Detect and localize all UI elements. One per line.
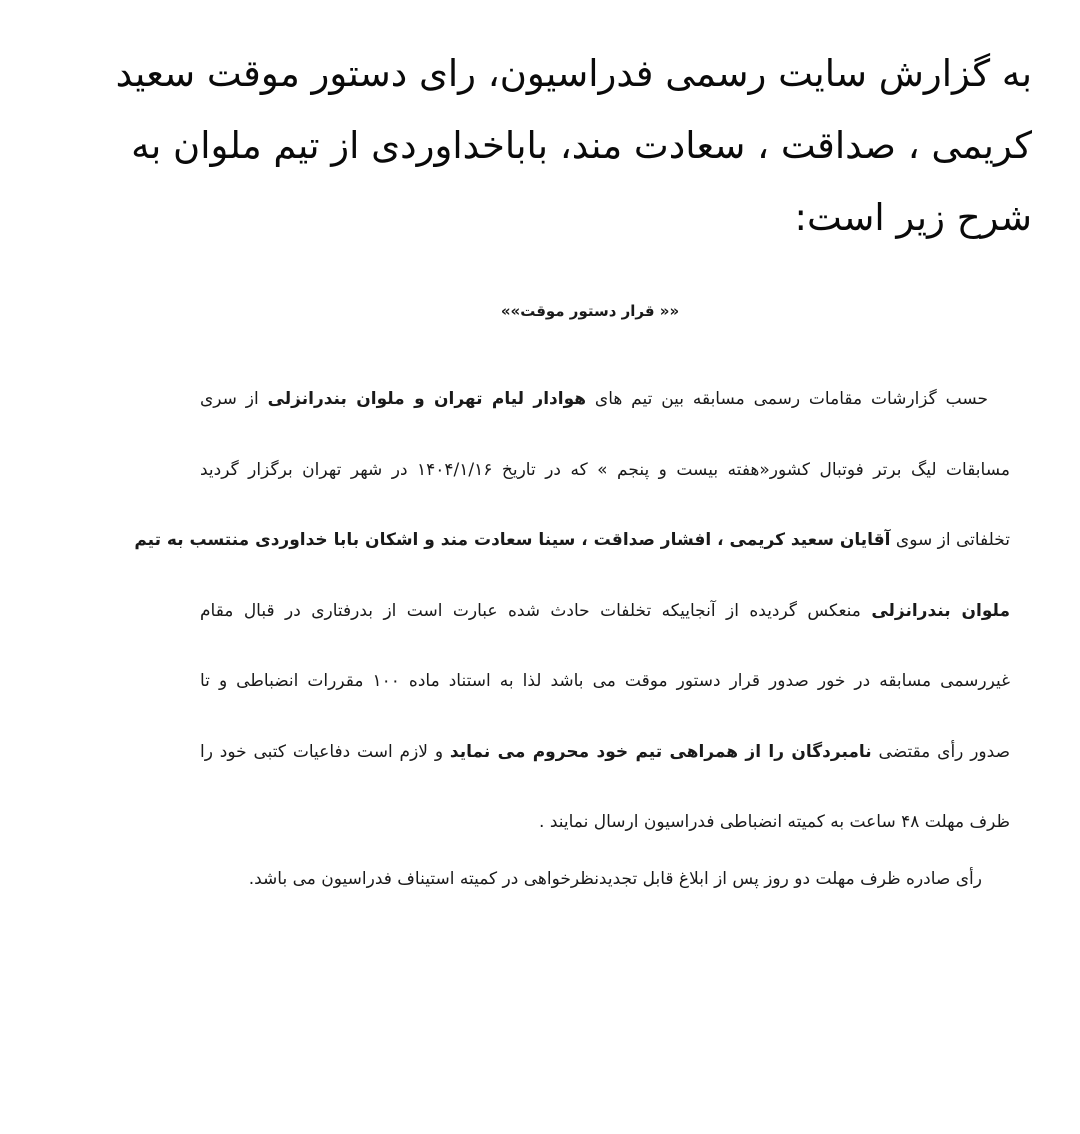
body-line [134, 505, 1010, 576]
document-title: «« قرار دستور موقت»» [500, 302, 680, 320]
news-caption: به گزارش سایت رسمی فدراسیون، رای دستور موقت سعید کریمی ، صداقت ، سعادت مند، باباخداوردی از تیم ملوان به شرح زیر است: [115, 52, 1032, 239]
body-line [200, 435, 1010, 506]
body-text: از سری [200, 389, 268, 409]
body-line [200, 646, 1010, 717]
body-text-bold: نامبردگان را از همراهی تیم خود محروم می نماید [449, 741, 872, 762]
body-text: مسابقات لیگ برتر فوتبال کشور«هفته بیست و پنجم » که در تاریخ ۱۴۰۴/۱/۱۶ در شهر تهران برگزار گردید [200, 459, 1010, 480]
body-line [200, 576, 1010, 647]
body-text-bold: ملوان بندرانزلی [871, 600, 1010, 621]
document-body [134, 364, 1010, 858]
body-text: صدور رأی مقتضی [871, 741, 1010, 762]
body-line [200, 787, 1010, 858]
body-line [200, 717, 1010, 788]
official-document [134, 290, 1010, 894]
body-text: ظرف مهلت ۴۸ ساعت به کمیته انضباطی فدراسیون ارسال نمایند . [539, 812, 1010, 832]
body-text: منعکس گردیده از آنجاییکه تخلفات حادث شده عبارت است از بدرفتاری در قبال مقام [200, 600, 872, 621]
body-text: و لازم است دفاعیات کتبی خود را [200, 741, 450, 762]
body-text: تخلفاتی از سوی [890, 530, 1010, 550]
body-line [200, 364, 1010, 435]
body-text: غیررسمی مسابقه در خور صدور قرار دستور موقت می باشد لذا به استناد ماده ۱۰۰ مقررات انضباطی و تا [200, 671, 1010, 691]
body-text-bold: هوادار لیام تهران و ملوان بندرانزلی [267, 389, 587, 409]
appeal-note: رأی صادره ظرف مهلت دو روز پس از ابلاغ قابل تجدیدنظرخواهی در کمیته استیناف فدراسیون می باشد. [248, 868, 982, 889]
body-text-bold: آقایان سعید کریمی ، افشار صداقت ، سینا سعادت مند و اشکان بابا خداوردی منتسب به تیم [134, 530, 891, 550]
body-text: حسب گزارشات مقامات رسمی مسابقه بین تیم های [586, 389, 988, 409]
